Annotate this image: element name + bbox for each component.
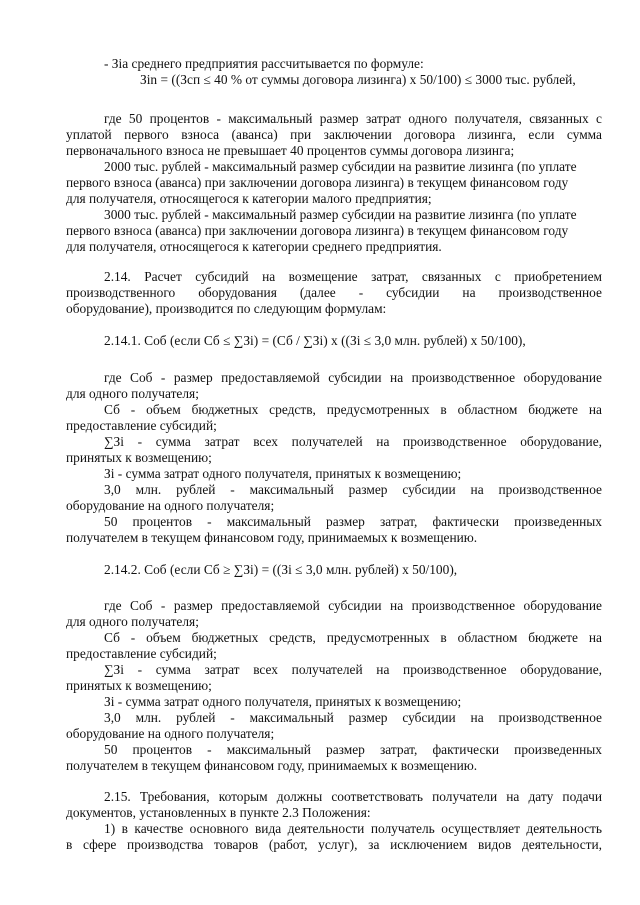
text-line: первого взноса (аванса) при заключении договора лизинга) в текущем финансовом году <box>66 223 569 238</box>
text-line: Сб - объем бюджетных средств, предусмотренных в областном бюджете на <box>104 402 602 417</box>
text-line: производственного оборудования (далее - субсидии на производственное <box>66 285 602 300</box>
text-line: оборудование на одного получателя; <box>66 726 275 741</box>
text-line: для получателя, относящегося к категории среднего предприятия. <box>66 239 442 254</box>
formula-intro: - Зia среднего предприятия рассчитывается по формуле: <box>104 56 424 71</box>
text-line: получателем в текущем финансовом году, принимаемых к возмещению. <box>66 530 478 545</box>
text-line: 1) в качестве основного вида деятельности получатель осуществляет деятельность <box>104 821 602 836</box>
text-line: в сфере производства товаров (работ, услуг), за исключением видов деятельности, <box>66 837 602 852</box>
text-line: предоставление субсидий; <box>66 646 217 661</box>
text-line: где Соб - размер предоставляемой субсидии на производственное оборудование <box>104 598 602 613</box>
text-line: первого взноса (аванса) при заключении договора лизинга) в текущем финансовом году <box>66 175 569 190</box>
text-line: 50 процентов - максимальный размер затрат, фактически произведенных <box>104 514 602 529</box>
text-line: получателем в текущем финансовом году, принимаемых к возмещению. <box>66 758 478 773</box>
text-line: Зi - сумма затрат одного получателя, принятых к возмещению; <box>104 694 462 709</box>
section-2-15-heading: 2.15. Требования, которым должны соответствовать получатели на дату подачи <box>104 789 602 804</box>
text-line: принятых к возмещению; <box>66 678 212 693</box>
text-line: оборудование), производится по следующим формулам: <box>66 301 387 316</box>
text-line: где 50 процентов - максимальный размер затрат одного получателя, связанных с <box>104 111 602 126</box>
text-line: 3,0 млн. рублей - максимальный размер субсидии на производственное <box>104 482 602 497</box>
text-line: 2000 тыс. рублей - максимальный размер субсидии на развитие лизинга (по уплате <box>104 159 577 174</box>
text-line: 3,0 млн. рублей - максимальный размер субсидии на производственное <box>104 710 602 725</box>
text-line: первоначального взноса не превышает 40 процентов суммы договора лизинга; <box>66 143 515 158</box>
text-line: 3000 тыс. рублей - максимальный размер субсидии на развитие лизинга (по уплате <box>104 207 577 222</box>
text-line: Сб - объем бюджетных средств, предусмотренных в областном бюджете на <box>104 630 602 645</box>
text-line: для получателя, относящегося к категории малого предприятия; <box>66 191 432 206</box>
text-line: уплатой первого взноса (аванса) при заключении договора лизинга, если сумма <box>66 127 602 142</box>
text-line: документов, установленных в пункте 2.3 Положения: <box>66 805 371 820</box>
formula-2-14-1: 2.14.1. Соб (если Сб ≤ ∑Зi) = (Сб / ∑Зi) х ((Зi ≤ 3,0 млн. рублей) х 50/100), <box>104 333 526 348</box>
text-line: предоставление субсидий; <box>66 418 217 433</box>
text-line: ∑Зi - сумма затрат всех получателей на производственное оборудование, <box>104 434 602 449</box>
formula-zin: Зin = ((Зсп ≤ 40 % от суммы договора лизинга) х 50/100) ≤ 3000 тыс. рублей, <box>140 72 576 87</box>
text-line: ∑Зi - сумма затрат всех получателей на производственное оборудование, <box>104 662 602 677</box>
section-2-14-heading: 2.14. Расчет субсидий на возмещение затрат, связанных с приобретением <box>104 269 602 284</box>
text-line: принятых к возмещению; <box>66 450 212 465</box>
text-line: где Соб - размер предоставляемой субсидии на производственное оборудование <box>104 370 602 385</box>
text-line: 50 процентов - максимальный размер затрат, фактически произведенных <box>104 742 602 757</box>
text-line: для одного получателя; <box>66 614 199 629</box>
text-line: Зi - сумма затрат одного получателя, принятых к возмещению; <box>104 466 462 481</box>
text-line: оборудование на одного получателя; <box>66 498 275 513</box>
formula-2-14-2: 2.14.2. Соб (если Сб ≥ ∑Зi) = ((Зi ≤ 3,0 млн. рублей) х 50/100), <box>104 562 458 577</box>
text-line: для одного получателя; <box>66 386 199 401</box>
